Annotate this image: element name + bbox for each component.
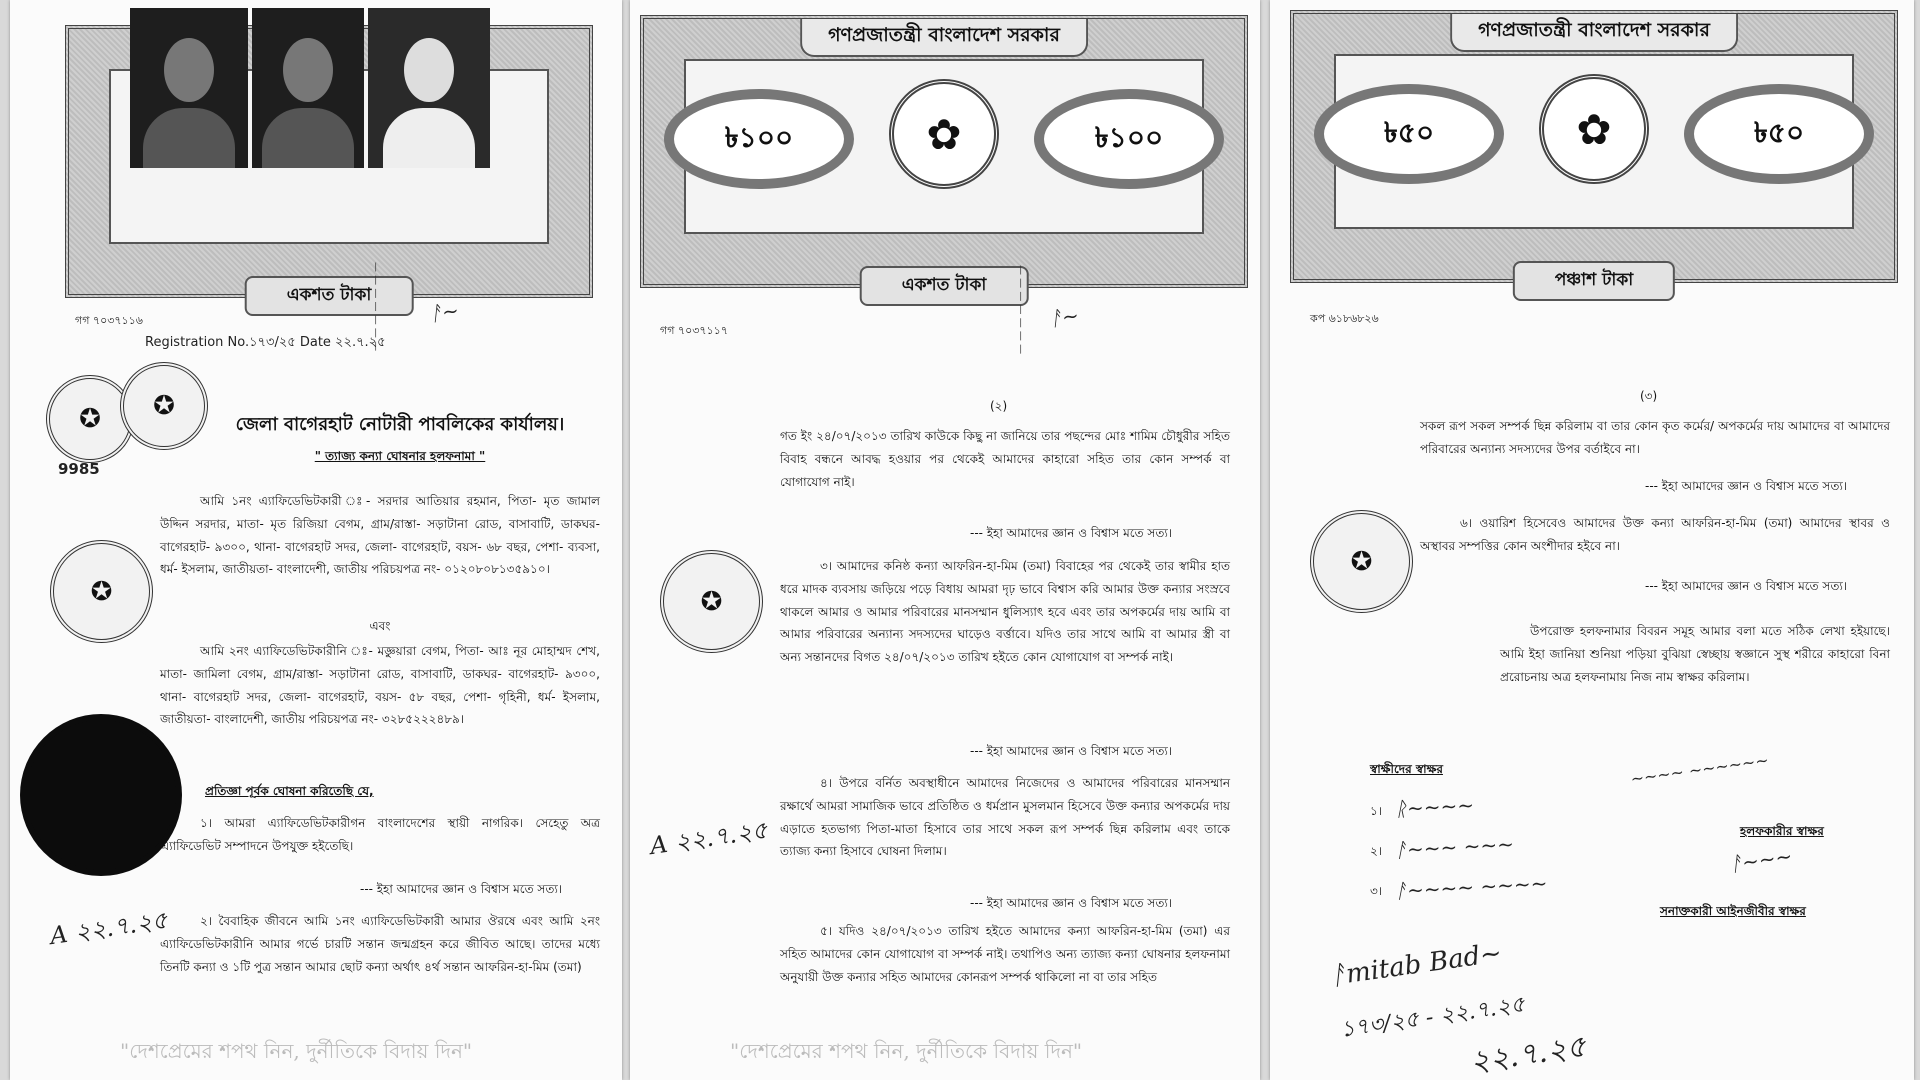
closing-statement: উপরোক্ত হলফনামার বিবরন সমূহ আমার বলা মতে সঠিক লেখা হইয়াছে। আমি ইহা জানিয়া শুনিয়া পড়িয়া বুঝিয়া স্বেচ্ছায় স্বজ্ঞানে সুস্থ শরীরে কাহারো বিনা প্ররোচনায় অত্র হলফনামায় নিজ নাম স্বাক্ষর করিলাম। <box>1500 624 1890 684</box>
clause-5: ৫। যদিও ২৪/০৭/২০১৩ তারিখ হইতে আমাদের কন্যা আফরিন-হা-মিম (তমা) এর সহিত আমাদের কোন যোগাযোগ বা সম্পর্ক নাই। তথাপিও অন্য ত্যাজ্য কন্যা ঘোষনার হলফনামা অনুযায়ী উক্ত কন্যার সহিত আমাদের কোনরূপ সম্পর্ক থাকিলো না বা তার সহিত <box>780 924 1230 984</box>
date-handwritten: ২২.৭.২৫ <box>1467 1029 1589 1080</box>
photo-male-deponent <box>130 8 248 168</box>
notary-office-heading: জেলা বাগেরহাট নোটারী পাবলিকের কার্যালয়। <box>235 414 565 435</box>
stamp-value-right: ৳৫০ <box>1684 84 1874 184</box>
clause-4: ৪। উপরে বর্নিত অবস্থাধীনে আমাদের নিজেদের ও আমাদের পরিবারের মানসম্মান রক্ষার্থে আমরা সামাজিক ভাবে প্রতিষ্ঠিত ও ধর্মপ্রান মুসলমান হিসেবে উক্ত কন্যার অপকর্মের দায় এড়াতে হতভাগ্য পিতা-মাতা হিসাবে তার সাথে সকল রূপ সম্পর্ক ছিন্ন করিলাম এবং তাকে ত্যাজ্য কন্যা হিসাবে ঘোষনা দিলাম। <box>780 776 1230 859</box>
witness-1-number: ১। <box>1370 804 1383 818</box>
truth-statement-6: --- ইহা আমাদের জ্ঞান ও বিশ্বাস মতে সত্য। <box>1645 579 1848 593</box>
national-emblem: ✿ <box>1539 74 1649 184</box>
notary-seal-top-2: ✪ <box>120 362 208 450</box>
affidavit-page-1 <box>10 0 622 1080</box>
notary-seal-mid: ✪ <box>660 550 763 653</box>
stamp-value-right: ৳১০০ <box>1034 89 1224 189</box>
deponent-1-details: আমি ১নং এ্যাফিডেভিটকারী ঃ- সরদার আতিয়ার রহমান, পিতা- মৃত জামাল উদ্দিন সরদার, মাতা- মৃত রিজিয়া বেগম, গ্রাম/রাস্তা- সড়াটানা রোড, বাসাবাটি, ডাকঘর- বাগেরহাট- ৯৩০০, থানা- বাগেরহাট সদর, জেলা- বাগেরহাট, বয়স- ৬৮ বছর, পেশা- ব্যবসা, ধর্ম- ইসলাম, জাতীয়তা- বাংলাদেশী, জাতীয় পরিচয়পত্র নং- ০১২০৮০৮১৩৫৯১০। <box>160 494 600 577</box>
page-number: (৩) <box>1640 389 1658 403</box>
truth-statement-4: --- ইহা আমাদের জ্ঞান ও বিশ্বাস মতে সত্য। <box>970 896 1173 910</box>
witness-2-number: ২। <box>1370 844 1383 858</box>
and-connector: এবং <box>369 619 391 633</box>
stamp-value-words: একশত টাকা <box>860 266 1029 306</box>
national-emblem: ✿ <box>889 79 999 189</box>
truth-statement-3: --- ইহা আমাদের জ্ঞান ও বিশ্বাস মতে সত্য। <box>970 744 1173 758</box>
government-header: গণপ্রজাতন্ত্রী বাংলাদেশ সরকার <box>1450 14 1738 52</box>
clause-1: ১। আমরা এ্যাফিডেভিটকারীগন বাংলাদেশের স্থায়ী নাগরিক। সেহেতু অত্র এ্যাফিডেভিট সম্পাদনে উপযুক্ত হইতেছি। <box>160 816 600 853</box>
attestation-stamp: — — — — — — — <box>370 262 381 352</box>
stamp-value-left: ৳১০০ <box>664 89 854 189</box>
attestation-signature-2: A ২২.৭.২৫ <box>648 815 770 861</box>
stamp-value-words: পঞ্চাশ টাকা <box>1513 261 1675 301</box>
attestation-signature-1: A ২২.৭.২৫ <box>48 905 170 951</box>
photo-female-deponent-2 <box>368 8 490 168</box>
signature-scrawl: ᚨ~ <box>1048 303 1081 331</box>
anti-corruption-slogan: "দেশপ্রেমের শপথ নিন, দুর্নীতিকে বিদায় দিন" <box>730 1039 1083 1063</box>
redaction-blot <box>26 720 176 870</box>
registration-handwritten: ১৭৩/২৫ - ২২.৭.২৫ <box>1339 992 1527 1043</box>
notary-seal-top: ✪ <box>46 375 134 463</box>
clause-5-continued: সকল রূপ সকল সম্পর্ক ছিন্ন করিলাম বা তার কোন কৃত কর্মের/ অপকর্মের দায় আমাদের বা আমাদের পরিবারের অন্যান্য সদস্যদের উপর বর্তাইবে না। <box>1420 419 1890 456</box>
notary-seal-mid: ✪ <box>1310 510 1413 613</box>
attestation-stamp: — — — — — — — <box>1015 265 1026 355</box>
witness-2-signature: ᚨ~~~ ~~~ <box>1394 831 1515 863</box>
affidavit-page-3 <box>1270 0 1914 1080</box>
stamp-serial: গগ ৭০৩৭১১৭ <box>660 324 728 337</box>
stamp-value-left: ৳৫০ <box>1314 84 1504 184</box>
clause-6: ৬। ওয়ারিশ হিসেবেও আমাদের উক্ত কন্যা আফরিন-হা-মিম (তমা) আমাদের স্থাবর ও অস্থাবর সম্পত্তির কোন অংশীদার হইবে না। <box>1420 516 1890 553</box>
deponent-signature-label: হলফকারীর স্বাক্ষর <box>1740 824 1824 838</box>
identifier-lawyer-label: সনাক্তকারী আইনজীবীর স্বাক্ষর <box>1660 904 1806 918</box>
affidavit-page-2 <box>630 0 1260 1080</box>
deponent-2-details: আমি ২নং এ্যাফিডেভিটকারীনি ঃ- মজ্ঞুয়ারা বেগম, পিতা- আঃ নূর মোহাম্মদ শেখ, মাতা- জামিলা বেগম, গ্রাম/রাস্তা- সড়াটানা রোড, বাসাবাটি, ডাকঘর- বাগেরহাট- ৯৩০০, থানা- বাগেরহাট সদর, জেলা- বাগেরহাট, বয়স- ৫৮ বছর, পেশা- গৃহিনী, ধর্ম- ইসলাম, জাতীয়তা- বাংলাদেশী, জাতীয় পরিচয়পত্র নং- ৩২৮৫২২২৪৮৯। <box>160 644 600 727</box>
oath-heading: প্রতিজ্ঞা পূর্বক ঘোষনা করিতেছি যে, <box>205 784 374 798</box>
notary-signature-block: ᚨmitab Bad~ <box>1328 938 1504 992</box>
deponent-photos <box>130 8 490 168</box>
signature-scrawl: ᚨ~ <box>428 298 461 326</box>
stamp-value-words: একশত টাকা <box>245 276 414 316</box>
witnesses-heading: স্বাক্ষীদের স্বাক্ষর <box>1370 762 1443 776</box>
page-number: (২) <box>990 399 1008 413</box>
clause-2-continued: গত ইং ২৪/০৭/২০১৩ তারিখ কাউকে কিছু না জানিয়ে তার পছন্দের মোঃ শামিম চৌধুরীর সহিত বিবাহ বন্ধনে আবদ্ধ হওয়ার পর থেকেই আমাদের কাহারো সহিত তার কোন সম্পর্ক বা যোগাযোগ নাই। <box>780 429 1230 489</box>
stamp-number: 9985 <box>58 460 100 478</box>
registration-number: Registration No.১৭৩/২৫ Date ২২.৭.২৫ <box>145 335 386 350</box>
witness-1-signature: ᚱ~~~~ <box>1394 792 1475 822</box>
stamp-serial: কপ ৬১৮৬৮২৬ <box>1310 312 1379 325</box>
truth-statement-1: --- ইহা আমাদের জ্ঞান ও বিশ্বাস মতে সত্য। <box>360 882 563 896</box>
clause-3: ৩। আমাদের কনিষ্ঠ কন্যা আফরিন-হা-মিম (তমা) বিবাহের পর থেকেই তার স্বামীর হাত ধরে মাদক ব্যবসায় জড়িয়ে পড়ে বিধায় আমরা দৃঢ় ভাবে বিশ্বাস করি আমার উক্ত কন্যার সংস্রবে থাকলে আমার ও আমার পরিবারের মানসম্মান ধুলিস্যাৎ হবে এবং তার অপকর্মের দায় আমি বা আমার পরিবারের অন্যান্য সদস্যদের ঘাড়েও বর্ত্তাবে। যদিও তার সাথে আমি বা আমার স্ত্রী বা অন্য সন্তানদের বিগত ২৪/০৭/২০১৩ তারিখ হইতে কোন যোগাযোগ বা সম্পর্ক নাই। <box>780 559 1230 665</box>
photo-female-deponent <box>252 8 364 168</box>
witness-3-number: ৩। <box>1370 884 1383 898</box>
stamp-paper-header <box>640 15 1248 295</box>
affidavit-subject: " ত্যাজ্য কন্যা ঘোষনার হলফনামা " <box>314 449 486 463</box>
deponent-signature: ᚨ~~~ <box>1728 843 1794 877</box>
deponent-signature-scrawl: ~~~~ ~~~~~~ <box>1629 750 1770 789</box>
anti-corruption-slogan: "দেশপ্রেমের শপথ নিন, দুর্নীতিকে বিদায় দিন" <box>120 1039 473 1063</box>
notary-seal-mid: ✪ <box>50 540 153 643</box>
government-header: গণপ্রজাতন্ত্রী বাংলাদেশ সরকার <box>800 19 1088 57</box>
clause-2: ২। বৈবাহিক জীবনে আমি ১নং এ্যাফিডেভিটকারী আমার ঔরষে এবং আমি ২নং এ্যাফিডেভিটকারীনি আমার গর্ভে চারটি সন্তান জন্মগ্রহন করে জীবিত আছে। তাদের মধ্যে তিনটি কন্যা ও ১টি পুত্র সন্তান আমার ছোট কন্যা অর্থাৎ ৪র্থ সন্তান আফরিন-হা-মিম (তমা) <box>160 914 600 974</box>
truth-statement-2: --- ইহা আমাদের জ্ঞান ও বিশ্বাস মতে সত্য। <box>970 526 1173 540</box>
stamp-paper-header <box>1290 10 1898 290</box>
truth-statement-5: --- ইহা আমাদের জ্ঞান ও বিশ্বাস মতে সত্য। <box>1645 479 1848 493</box>
witness-3-signature: ᚨ~~~~ ~~~~ <box>1394 871 1548 903</box>
stamp-serial: গগ ৭০৩৭১১৬ <box>75 314 143 327</box>
